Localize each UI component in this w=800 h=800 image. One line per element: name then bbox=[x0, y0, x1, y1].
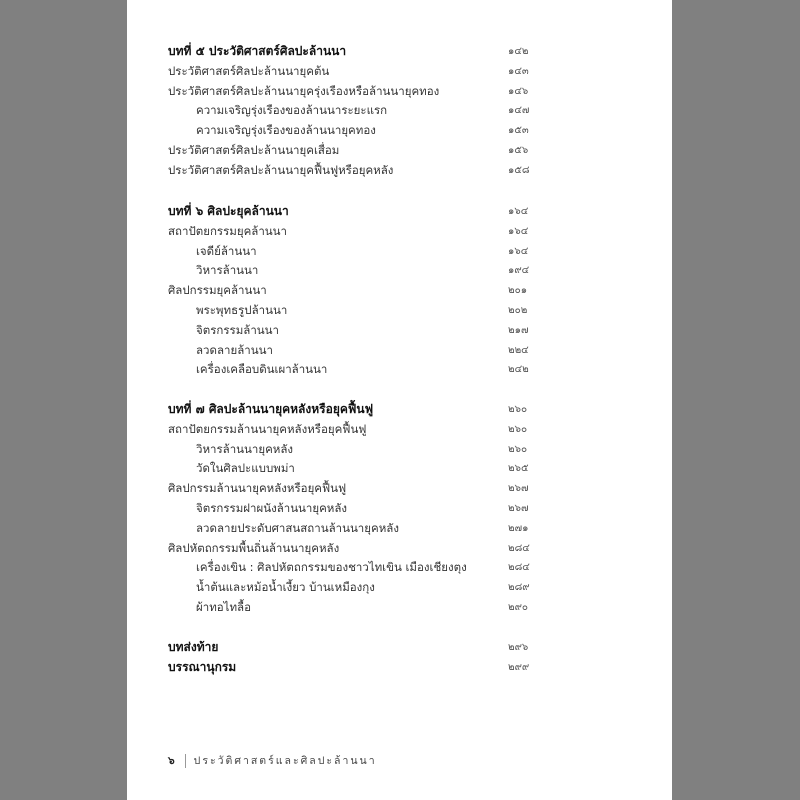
toc-entry-page: ๒๙๖ bbox=[508, 642, 529, 653]
toc-entry-title: จิตรกรรมล้านนา bbox=[196, 322, 279, 337]
toc-entry bbox=[168, 499, 568, 519]
toc-entry-title: สถาปัตยกรรมยุคล้านนา bbox=[168, 223, 287, 238]
toc-entry bbox=[168, 121, 568, 141]
page-number: ๖ bbox=[168, 755, 177, 767]
toc-entry-title: เจดีย์ล้านนา bbox=[196, 243, 257, 258]
toc-entry-title: เครื่องเคลือบดินเผาล้านนา bbox=[196, 362, 328, 377]
toc-entry-page: ๒๖๗ bbox=[508, 483, 529, 495]
toc-entry bbox=[168, 420, 568, 440]
toc-entry-page: ๑๖๔ bbox=[508, 225, 529, 237]
toc-entry-page: ๒๙๙ bbox=[508, 661, 530, 673]
book-page bbox=[127, 0, 672, 800]
toc-entry bbox=[168, 341, 568, 361]
toc-entry-title: เครื่องเขิน : ศิลปหัตถกรรมของชาวไทเขิน เมืองเชียงตุง bbox=[196, 560, 467, 575]
toc-entry-page: ๒๖๐ bbox=[508, 404, 528, 415]
toc-entry-page: ๑๔๒ bbox=[508, 46, 529, 57]
toc-entry-page: ๑๕๖ bbox=[508, 144, 529, 156]
toc-entry-page: ๑๕๘ bbox=[508, 164, 530, 176]
toc-entry bbox=[168, 519, 568, 539]
toc-entry-title: ลวดลายล้านนา bbox=[196, 342, 273, 357]
toc-section-chapter-6 bbox=[168, 202, 568, 380]
toc-entry-title: จิตรกรรมฝาผนังล้านนายุคหลัง bbox=[196, 500, 348, 515]
toc-entry-page: ๑๔๓ bbox=[508, 65, 529, 77]
toc-entry-title: ประวัติศาสตร์ศิลปะล้านนายุคต้น bbox=[168, 63, 330, 78]
toc-entry-title: ผ้าทอไทลื้อ bbox=[196, 599, 252, 614]
toc-entry bbox=[168, 101, 568, 121]
toc-entry-title: สถาปัตยกรรมล้านนายุคหลังหรือยุคฟื้นฟู bbox=[168, 421, 367, 436]
toc-entry-title: น้ำต้นและหม้อน้ำเงี้ยว บ้านเหมืองกุง bbox=[196, 580, 375, 595]
toc-entry-title: บทส่งท้าย bbox=[168, 640, 219, 654]
toc-entry bbox=[168, 459, 568, 479]
toc-chapter-entry bbox=[168, 202, 568, 222]
toc-entry-page: ๑๖๔ bbox=[508, 245, 529, 257]
toc-entry bbox=[168, 440, 568, 460]
toc-entry-page: ๑๔๖ bbox=[508, 85, 529, 97]
toc-entry-title: บรรณานุกรม bbox=[168, 659, 237, 674]
toc-entry-title: วัดในศิลปะแบบพม่า bbox=[196, 461, 295, 476]
toc-entry bbox=[168, 141, 568, 161]
toc-entry bbox=[168, 598, 568, 618]
toc-entry-page: ๒๑๗ bbox=[508, 324, 529, 336]
toc-entry-title: บทที่ ๖ ศิลปะยุคล้านนา bbox=[168, 204, 289, 218]
toc-chapter-entry bbox=[168, 400, 568, 420]
toc-entry-page: ๒๘๔ bbox=[508, 542, 530, 554]
toc-entry bbox=[168, 360, 568, 380]
toc-entry bbox=[168, 479, 568, 499]
toc-entry bbox=[168, 578, 568, 598]
toc-section-backmatter bbox=[168, 638, 568, 678]
toc-entry bbox=[168, 321, 568, 341]
toc-entry-page: ๒๘๙ bbox=[508, 582, 530, 594]
toc-entry-title: ศิลปกรรมยุคล้านนา bbox=[168, 283, 267, 298]
toc-entry-title: ลวดลายประดับศาสนสถานล้านนายุคหลัง bbox=[196, 520, 399, 535]
toc-entry-page: ๒๔๒ bbox=[508, 364, 529, 376]
toc-entry-page: ๒๗๑ bbox=[508, 522, 529, 534]
toc-entry bbox=[168, 161, 568, 181]
toc-entry-page: ๒๒๔ bbox=[508, 344, 529, 356]
toc-entry-page: ๒๙๐ bbox=[508, 601, 529, 613]
toc-chapter-entry bbox=[168, 658, 568, 678]
toc-entry-page: ๒๖๗ bbox=[508, 502, 529, 514]
toc-entry-title: พระพุทธรูปล้านนา bbox=[196, 302, 288, 317]
toc-entry bbox=[168, 558, 568, 578]
toc-chapter-entry bbox=[168, 638, 568, 658]
footer-divider bbox=[185, 754, 186, 768]
toc-chapter-entry bbox=[168, 42, 568, 62]
toc-entry bbox=[168, 82, 568, 102]
toc-entry-title: วิหารล้านนายุคหลัง bbox=[196, 441, 294, 456]
toc-entry bbox=[168, 242, 568, 262]
toc-entry bbox=[168, 281, 568, 301]
toc-section-chapter-5 bbox=[168, 42, 568, 181]
toc-entry bbox=[168, 222, 568, 242]
toc-entry-title: ประวัติศาสตร์ศิลปะล้านนายุคเสื่อม bbox=[168, 142, 340, 157]
toc-entry-title: ศิลปหัตถกรรมพื้นถิ่นล้านนายุคหลัง bbox=[168, 540, 340, 555]
toc-entry-title: ความเจริญรุ่งเรืองของล้านนายุคทอง bbox=[196, 123, 376, 138]
toc-entry bbox=[168, 261, 568, 281]
toc-entry bbox=[168, 539, 568, 559]
toc-section-chapter-7 bbox=[168, 400, 568, 618]
toc-entry-page: ๒๖๐ bbox=[508, 443, 528, 455]
toc-entry-page: ๑๙๔ bbox=[508, 265, 530, 277]
running-title: ประวัติศาสตร์และศิลปะล้านนา bbox=[193, 755, 377, 767]
toc-entry-title: บทที่ ๕ ประวัติศาสตร์ศิลปะล้านนา bbox=[168, 44, 347, 58]
toc-entry-title: ความเจริญรุ่งเรืองของล้านนาระยะแรก bbox=[196, 103, 388, 118]
toc-entry-page: ๑๖๔ bbox=[508, 206, 529, 217]
toc-entry-page: ๑๕๓ bbox=[508, 125, 529, 137]
toc-entry-title: ประวัติศาสตร์ศิลปะล้านนายุคฟื้นฟูหรือยุคหลัง bbox=[168, 162, 394, 177]
toc-entry-title: ประวัติศาสตร์ศิลปะล้านนายุครุ่งเรืองหรือล้านนายุคทอง bbox=[168, 83, 440, 98]
page-footer bbox=[168, 752, 377, 769]
toc-entry-page: ๒๖๕ bbox=[508, 463, 529, 475]
toc-entry-title: วิหารล้านนา bbox=[196, 263, 259, 278]
toc-entry-page: ๒๖๐ bbox=[508, 423, 528, 435]
toc-entry-page: ๒๐๒ bbox=[508, 304, 528, 316]
toc-entry-title: ศิลปกรรมล้านนายุคหลังหรือยุคฟื้นฟู bbox=[168, 481, 347, 496]
toc-entry-page: ๒๘๔ bbox=[508, 562, 530, 574]
toc-entry-page: ๑๔๗ bbox=[508, 105, 530, 117]
toc-entry bbox=[168, 62, 568, 82]
toc-entry-page: ๒๐๑ bbox=[508, 285, 528, 297]
toc-entry-title: บทที่ ๗ ศิลปะล้านนายุคหลังหรือยุคฟื้นฟู bbox=[168, 402, 374, 416]
toc-entry bbox=[168, 301, 568, 321]
